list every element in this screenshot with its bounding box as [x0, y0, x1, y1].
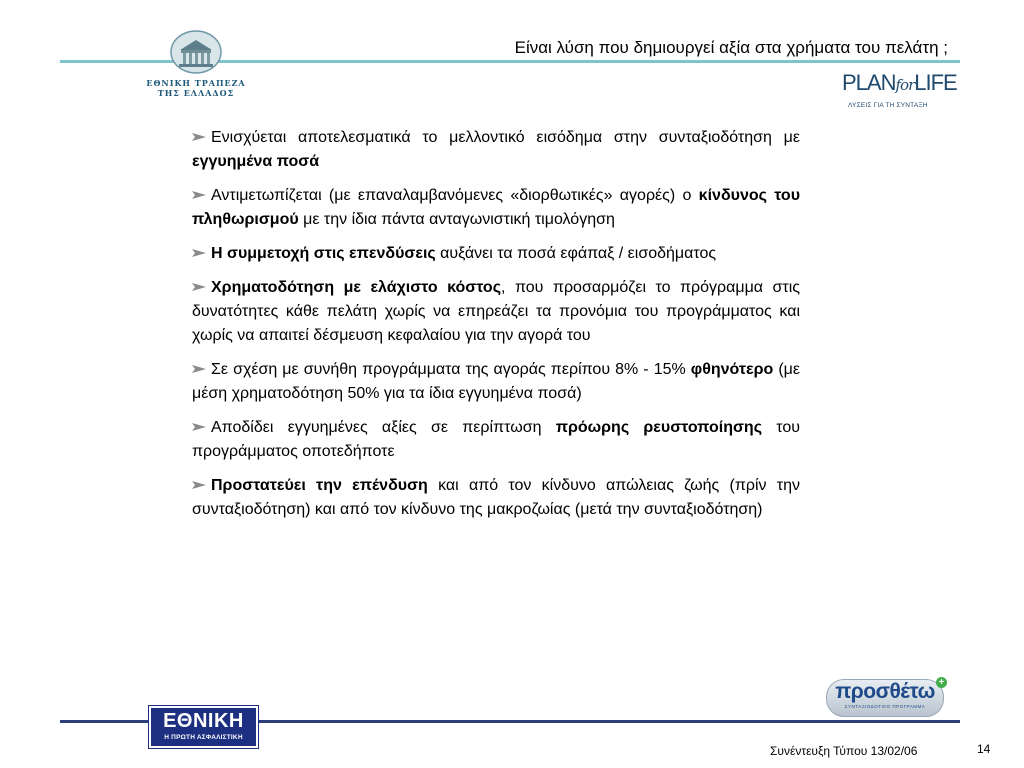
bullet-bold-text: Χρηματοδότηση με ελάχιστο κόστος [211, 279, 502, 296]
bullet-text: (με μέση χρηματοδότηση 50% για τα ίδια εγγυημένα ποσά) [192, 361, 800, 402]
bank-logo [136, 30, 256, 100]
ethniki-subtitle: Η ΠΡΩΤΗ ΑΣΦΑΛΙΣΤΙΚΗ [164, 734, 243, 741]
slide-title: Είναι λύση που δημιουργεί αξία στα χρήματα του πελάτη ; [514, 38, 948, 57]
footer-date: Συνέντευξη Τύπου 13/02/06 [770, 744, 918, 758]
bullet-text: του προγράμματος οποτεδήποτε [192, 419, 801, 460]
bullet-bold-text: Η συμμετοχή στις επενδύσεις [211, 245, 436, 262]
bullet-bold-text: εγγυημένα ποσά [192, 153, 320, 170]
bullet-item [192, 276, 800, 348]
bullet-list [192, 126, 800, 532]
bullet-text: Ενισχύεται αποτελεσματικά το μελλοντικό εισόδημα στην συνταξιοδότηση με [211, 129, 800, 146]
bullet-text: αυξάνει τα ποσά εφάπαξ / εισοδήματος [435, 245, 717, 262]
arrow-bullet-icon [192, 364, 206, 374]
arrow-bullet-icon [192, 480, 206, 490]
bank-building-icon [170, 30, 222, 74]
bullet-bold-text: Προστατεύει την επένδυση [211, 477, 428, 494]
arrow-bullet-icon [192, 248, 206, 258]
ethniki-name: ΕΘΝΙΚΗ [163, 710, 244, 732]
for-word: for [895, 76, 915, 94]
bank-name-line1: ΕΘΝΙΚΗ ΤΡΑΠΕΖΑ [146, 78, 246, 88]
bullet-bold-text: κίνδυνος του πληθωρισμού [192, 187, 801, 228]
bullet-text: Αντιμετωπίζεται (με επαναλαμβανόμενες «διορθωτικές» αγορές) ο [211, 187, 699, 204]
arrow-bullet-icon [192, 422, 206, 432]
life-word: LIFE [914, 70, 957, 95]
plan-for-life-wordmark [842, 70, 957, 96]
bullet-item [192, 416, 800, 464]
bullet-bold-text: πρόωρης ρευστοποίησης [555, 419, 763, 436]
plan-word: PLAN [842, 70, 896, 95]
arrow-bullet-icon [192, 282, 206, 292]
arrow-bullet-icon [192, 190, 206, 200]
bullet-item [192, 358, 800, 406]
bullet-text: Σε σχέση με συνήθη προγράμματα της αγοράς περίπου 8% - 15% [211, 361, 691, 378]
bank-name-line2: ΤΗΣ ΕΛΛΑΔΟΣ [157, 88, 235, 98]
bullet-item [192, 126, 800, 174]
prosthetw-subtitle: ΣΥΝΤΑΞΙΟΔΟΤΙΚΟ ΠΡΟΓΡΑΜΜΑ [844, 704, 926, 709]
bullet-text: και από τον κίνδυνο απώλειας ζωής (πρίν την συνταξιοδότηση) και από τον κίνδυνο της μακροζωίας (μετά την συνταξιοδότηση) [192, 477, 800, 518]
bullet-item [192, 242, 800, 266]
plan-for-life-logo [838, 70, 957, 116]
ethniki-insurance-logo [149, 706, 258, 748]
bullet-text: , που προσαρμόζει το πρόγραμμα στις δυνατότητες κάθε πελάτη χωρίς να επηρεάζει τα προνόμια του προγράμματος και χωρίς να απαιτεί δέσμευση κεφαλαίου για την αγορά του [192, 279, 800, 344]
bullet-item [192, 474, 800, 522]
prosthetw-logo [826, 677, 948, 717]
arrow-bullet-icon [192, 132, 206, 142]
plus-icon: + [936, 677, 947, 688]
bullet-text: με την ίδια πάντα ανταγωνιστική τιμολόγηση [298, 211, 615, 228]
bullet-text: Αποδίδει εγγυημένες αξίες σε περίπτωση [211, 419, 556, 436]
prosthetw-wordmark: προσθέτω [835, 680, 935, 703]
bullet-item [192, 184, 800, 232]
plan-for-life-tagline: ΛΥΣΕΙΣ ΓΙΑ ΤΗ ΣΥΝΤΑΞΗ [848, 102, 928, 109]
bullet-bold-text: φθηνότερο [690, 361, 774, 378]
page-number: 14 [977, 742, 991, 756]
